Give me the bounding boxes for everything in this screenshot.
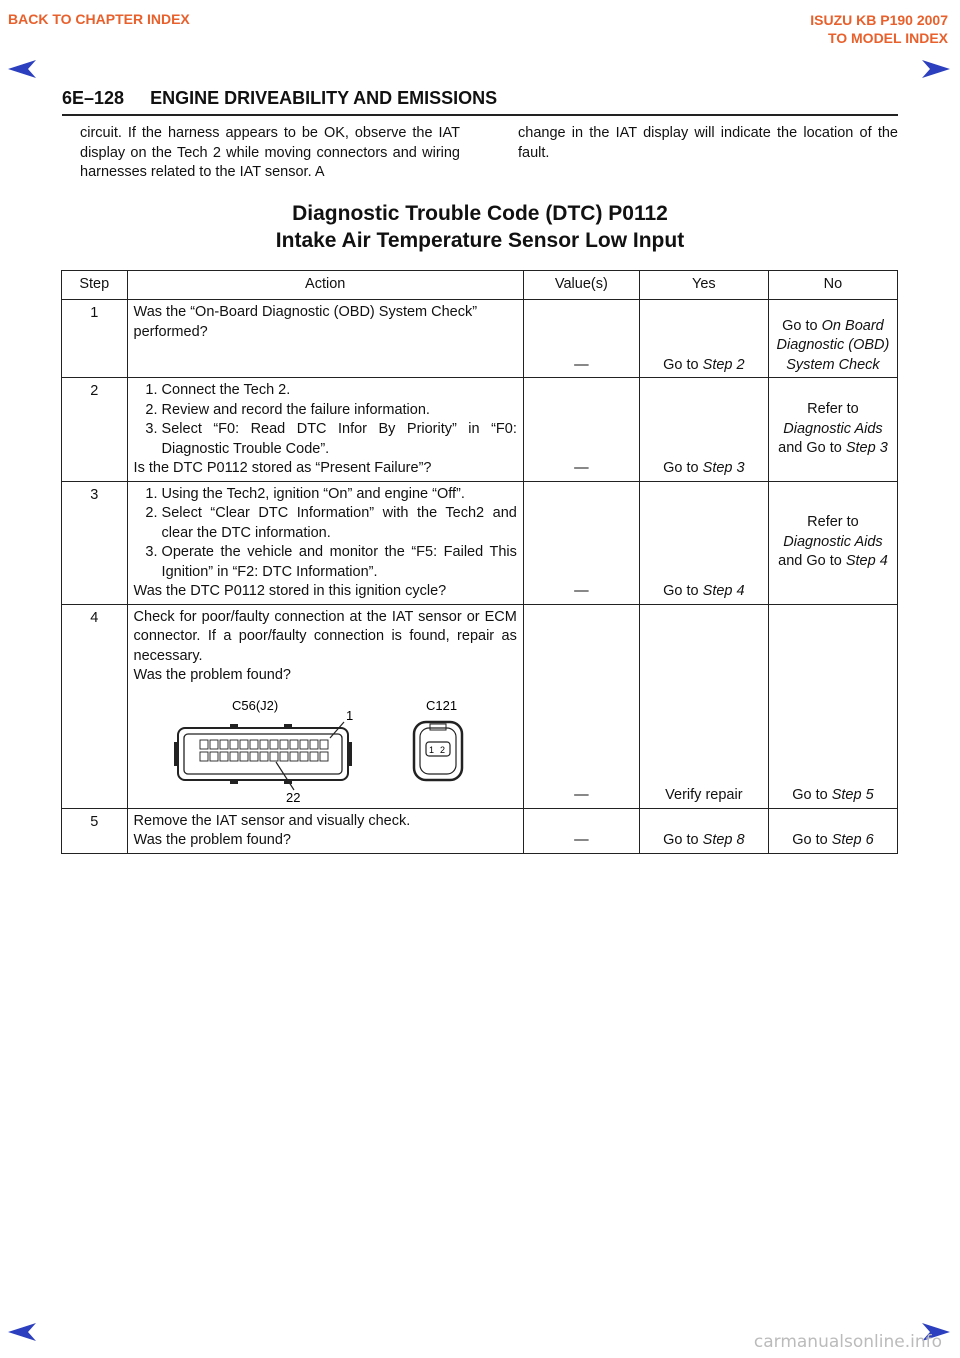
page-number: 6E–128	[62, 88, 125, 108]
ecm-connector-label: C56(J2)	[231, 697, 278, 713]
no-refer-text: Refer to	[807, 401, 859, 417]
header-yes: Yes	[639, 271, 768, 300]
step-action: Was the “On-Board Diagnostic (OBD) System Check” performed?	[127, 300, 523, 378]
step-number: 4	[62, 604, 128, 808]
page-header	[62, 88, 898, 116]
intro-text-left: circuit. If the harness appears to be OK, observe the IAT display on the Tech 2 while moving connectors and wiring harnesses related to the IAT sensor. A	[80, 125, 460, 180]
step-question: Is the DTC P0112 stored as “Present Failure”?	[133, 460, 432, 476]
watermark: carmanualsonline.info	[753, 1332, 942, 1352]
no-step-link[interactable]: Step 5	[831, 787, 874, 803]
yes-step-link[interactable]: Step 3	[702, 460, 745, 476]
ecm-connector-c56-icon	[174, 722, 352, 790]
to-model-index-text: TO MODEL INDEX	[827, 30, 948, 46]
step-no	[768, 378, 897, 482]
step-yes	[639, 300, 768, 378]
header-no: No	[768, 271, 897, 300]
model-index-link[interactable]	[810, 11, 948, 47]
step-value: —	[523, 378, 639, 482]
diagnostic-aids-link[interactable]: Diagnostic Aids	[783, 420, 883, 437]
no-prefix: Go to	[782, 317, 822, 334]
no-step-link[interactable]: Step 4	[845, 553, 888, 570]
sensor-pin-2-label: 2	[439, 744, 445, 755]
sensor-connector-c121-icon	[414, 722, 462, 780]
yes-prefix: Go to	[663, 356, 703, 373]
yes-prefix: Go to	[663, 460, 703, 476]
step-action	[127, 808, 523, 853]
model-title-text: ISUZU KB P190 2007	[810, 12, 948, 28]
instruction-item: 1. Using the Tech2, ignition “On” and engine “Off”.	[162, 485, 517, 505]
header-step: Step	[62, 271, 128, 300]
instruction-item: 2. Review and record the failure information.	[162, 401, 517, 421]
no-prefix: Go to	[792, 787, 832, 803]
back-to-chapter-index-link[interactable]: BACK TO CHAPTER INDEX	[8, 11, 190, 27]
step-value: —	[523, 481, 639, 604]
table-row	[62, 378, 898, 482]
step-number: 5	[62, 808, 128, 853]
yes-step-link[interactable]: Step 8	[702, 832, 745, 848]
instruction-item: 3. Operate the vehicle and monitor the “F5: Failed This Ignition” in “F2: DTC Information”.	[162, 543, 517, 582]
step-no	[768, 808, 897, 853]
table-row	[62, 808, 898, 853]
intro-text-right: change in the IAT display will indicate the location of the fault.	[518, 125, 898, 161]
table-row	[62, 300, 898, 378]
no-step-link[interactable]: Step 3	[845, 440, 888, 456]
step-action-text: Check for poor/faulty connection at the IAT sensor or ECM connector. If a poor/faulty connection is found, repair as necessary.	[133, 608, 517, 664]
step-question: Was the problem found?	[133, 832, 291, 848]
table-row	[62, 604, 898, 808]
previous-page-bottom-arrow-icon[interactable]	[8, 1323, 36, 1341]
previous-page-arrow-icon[interactable]	[8, 60, 36, 78]
no-step-link[interactable]: On Board Diagnostic (OBD) System Check	[776, 317, 890, 373]
no-mid-text: and Go to	[778, 440, 846, 456]
step-value: —	[523, 604, 639, 808]
no-mid-text: and Go to	[778, 553, 846, 570]
step-no	[768, 604, 897, 808]
step-action	[127, 378, 523, 482]
pin-22-label: 22	[285, 789, 301, 805]
step-number: 1	[62, 300, 128, 378]
sensor-connector-label: C121	[425, 697, 457, 713]
step-number: 3	[62, 481, 128, 604]
connector-diagram-svg	[134, 698, 494, 806]
no-step-link[interactable]: Step 6	[831, 832, 874, 848]
step-no	[768, 300, 897, 378]
step-question: Was the DTC P0112 stored in this ignition cycle?	[133, 583, 447, 599]
step-number: 2	[62, 378, 128, 482]
section-title: ENGINE DRIVEABILITY AND EMISSIONS	[150, 88, 498, 108]
yes-step-link[interactable]: Step 2	[702, 356, 745, 373]
yes-prefix: Go to	[663, 832, 703, 848]
yes-step-link[interactable]: Step 4	[702, 583, 745, 599]
step-no	[768, 481, 897, 604]
diagnostic-table	[61, 270, 898, 854]
step-question: Was the problem found?	[133, 667, 291, 683]
pin-1-label: 1	[345, 707, 353, 723]
instruction-item: 2. Select “Clear DTC Information” with the Tech2 and clear the DTC information.	[162, 504, 517, 543]
table-header-row	[62, 271, 898, 300]
connector-diagram	[134, 698, 494, 806]
dtc-title: Diagnostic Trouble Code (DTC) P0112	[292, 202, 668, 225]
step-action-text: Remove the IAT sensor and visually check.	[133, 812, 411, 829]
header-values: Value(s)	[523, 271, 639, 300]
step-yes	[639, 808, 768, 853]
header-action: Action	[127, 271, 523, 300]
yes-prefix: Go to	[663, 583, 703, 599]
table-row	[62, 481, 898, 604]
no-refer-text: Refer to	[807, 514, 859, 531]
step-action	[127, 481, 523, 604]
dtc-subtitle: Intake Air Temperature Sensor Low Input	[275, 229, 685, 252]
diagnostic-aids-link[interactable]: Diagnostic Aids	[783, 533, 883, 550]
step-instructions	[134, 381, 517, 459]
step-action	[127, 604, 523, 808]
step-yes: Verify repair	[639, 604, 768, 808]
instruction-item: 3. Select “F0: Read DTC Infor By Priority” in “F0: Diagnostic Trouble Code”.	[162, 420, 517, 459]
step-yes	[639, 481, 768, 604]
no-prefix: Go to	[792, 832, 832, 848]
step-value: —	[523, 808, 639, 853]
step-yes	[639, 378, 768, 482]
instruction-item: 1. Connect the Tech 2.	[162, 381, 517, 401]
next-page-arrow-icon[interactable]	[922, 60, 950, 78]
step-instructions	[134, 485, 517, 583]
step-value: —	[523, 300, 639, 378]
sensor-pin-1-label: 1	[428, 744, 434, 755]
